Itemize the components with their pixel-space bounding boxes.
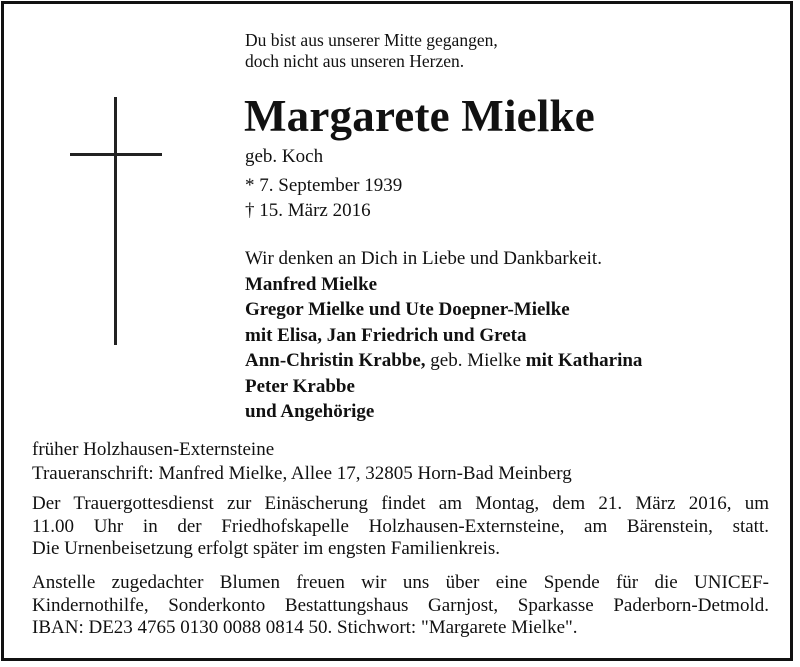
- life-dates: [245, 173, 402, 223]
- cross-vertical-bar: [114, 97, 117, 345]
- service-paragraph: [32, 493, 769, 561]
- donation-line-1: Anstelle zugedachter Blumen freuen wir uns über eine Spende für die UNICEF-: [32, 572, 769, 593]
- verse-line-1: Du bist aus unserer Mitte gegangen,: [245, 30, 498, 50]
- donation-line-2: Kindernothilfe, Sonderkonto Bestattungshaus Garnjost, Sparkasse Paderborn-Detmold.: [32, 594, 769, 616]
- mourner-line-4-name: Ann-Christin Krabbe,: [245, 350, 426, 371]
- donation-paragraph: [32, 572, 769, 640]
- death-date: † 15. März 2016: [245, 200, 371, 221]
- mourner-line-4-child: mit Katharina: [525, 350, 643, 371]
- cross-horizontal-bar: [70, 153, 162, 156]
- mourning-address: Traueranschrift: Manfred Mielke, Allee 17, 32805 Horn-Bad Meinberg: [32, 462, 572, 484]
- verse-line-2: doch nicht aus unseren Herzen.: [245, 51, 465, 71]
- mourner-line-5: Peter Krabbe: [245, 375, 355, 397]
- birth-name: geb. Koch: [245, 146, 324, 167]
- birth-date: * 7. September 1939: [245, 175, 403, 196]
- service-line-3: Die Urnenbeisetzung erfolgt später im engsten Familienkreis.: [32, 538, 501, 559]
- memorial-verse: [245, 30, 498, 72]
- address-block: [32, 438, 572, 485]
- mourners-list: [245, 246, 642, 425]
- mourner-line-2: Gregor Mielke und Ute Doepner-Mielke: [245, 299, 570, 320]
- mourner-line-3: mit Elisa, Jan Friedrich und Greta: [245, 324, 527, 346]
- mourner-line-1: Manfred Mielke: [245, 273, 378, 295]
- mourner-line-6: und Angehörige: [245, 401, 375, 422]
- former-residence: früher Holzhausen-Externsteine: [32, 439, 275, 460]
- mourners-intro: Wir denken an Dich in Liebe und Dankbarkeit.: [245, 248, 602, 269]
- service-line-2: 11.00 Uhr in der Friedhofskapelle Holzhausen-Externsteine, am Bärenstein, statt.: [32, 515, 769, 537]
- mourner-line-4-birthname: geb. Mielke: [425, 350, 526, 371]
- deceased-name: Margarete Mielke: [244, 91, 595, 141]
- mourner-line-4: [245, 348, 642, 374]
- donation-line-3: IBAN: DE23 4765 0130 0088 0814 50. Stichwort: "Margarete Mielke".: [32, 617, 578, 638]
- cross-icon: [70, 97, 162, 345]
- service-line-1: Der Trauergottesdienst zur Einäscherung findet am Montag, dem 21. März 2016, um: [32, 493, 769, 514]
